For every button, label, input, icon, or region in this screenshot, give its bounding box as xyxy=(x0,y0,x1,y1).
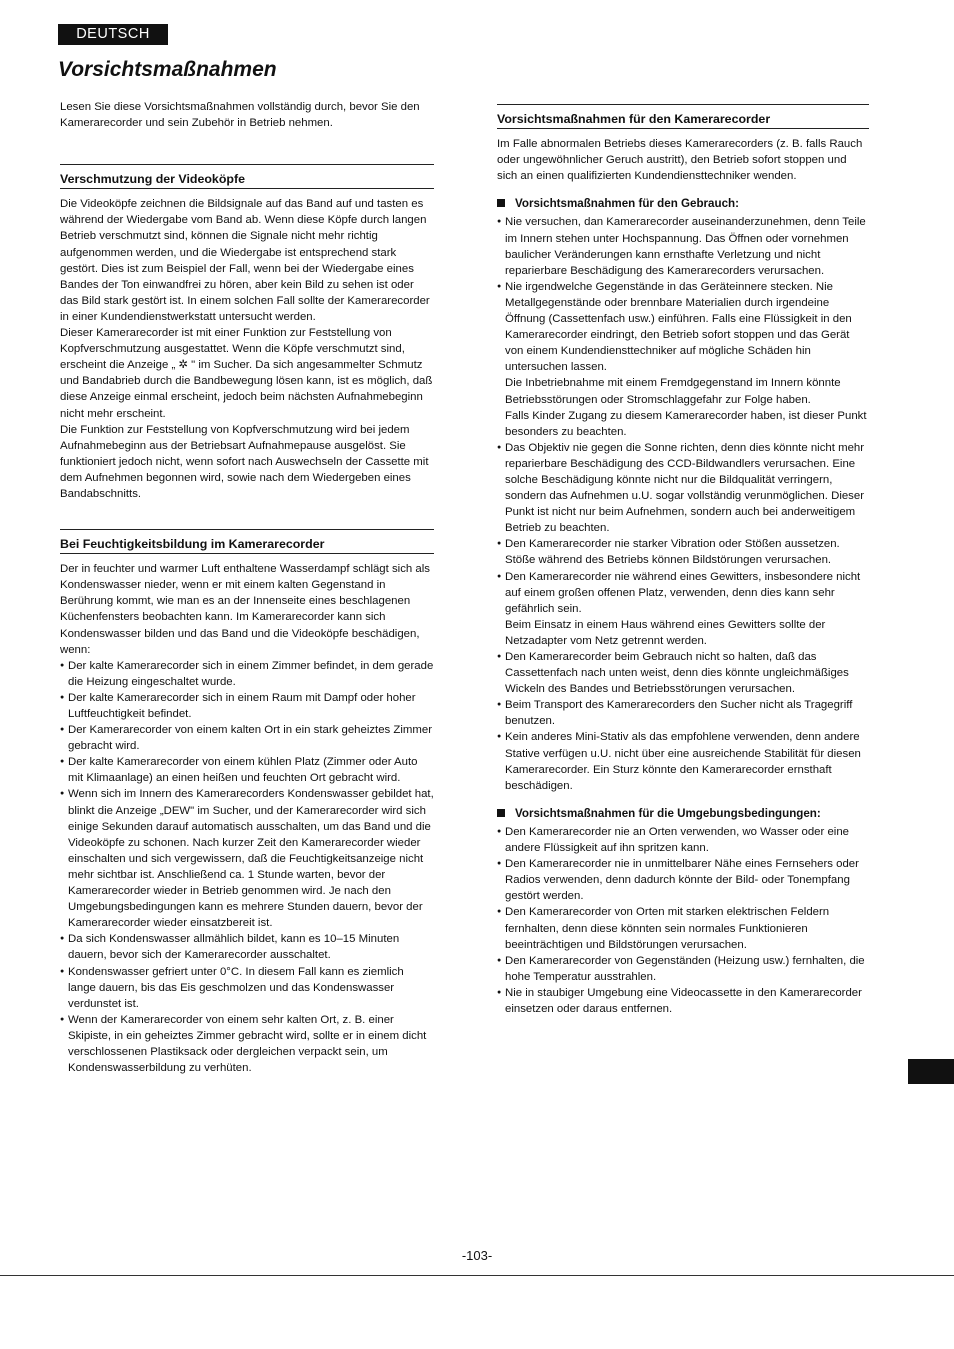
list-item: ● Der Kamerarecorder von einem kalten Ort in ein stark geheiztes Zimmer gebracht wird. xyxy=(60,722,434,754)
list-item: ● Nie versuchen, dan Kamerarecorder auseinanderzunehmen, denn Teile im Innern stehen unter Hochspannung. Das Öffnen oder vornehmen baulicher Veränderungen kann ernsthafte Verletzung und nicht reparierbare Beschädigung des Kamerarecorders verursachen. xyxy=(497,214,869,278)
paragraph: Die Funktion zur Feststellung von Kopfverschmutzung wird bei jedem Aufnahmebeginn aus der Betriebsart Aufnahmepause ausgelöst. Sie funktioniert jedoch nicht, wenn sofort nach Auswechseln der Cassette mit dem Aufnehmen begonnen wird, sowie nach dem Wiedergeben eines Bandabschnitts. xyxy=(60,423,429,500)
section-heading-video-heads: Verschmutzung der Videoköpfe xyxy=(60,164,434,189)
list-item: ● Beim Transport des Kamerarecorders den Sucher nicht als Tragegriff benutzen. xyxy=(497,697,869,729)
list-item-text: Die Inbetriebnahme mit einem Fremdgegenstand im Innern könnte Betriebsstörungen oder Stromschlaggefahr zur Folge haben. xyxy=(505,377,841,406)
list-item: ● Kondenswasser gefriert unter 0°C. In diesem Fall kann es ziemlich lange dauern, bis das Eis geschmolzen und das Kondenswasser verdunstet ist. xyxy=(60,964,434,1012)
subheading-use xyxy=(497,196,869,212)
list-item xyxy=(497,536,869,568)
list-item-text: Falls Kinder Zugang zu diesem Kamerarecorder haben, ist dieser Punkt besonders zu beachten. xyxy=(505,409,867,438)
list-item-text: ● Den Kamerarecorder nie starker Vibration oder Stößen aussetzen. xyxy=(505,538,840,551)
paragraph: Der in feuchter und warmer Luft enthaltene Wasserdampf schlägt sich als Kondenswasser nieder, wenn er mit einem kalten Gegenstand in Berührung kommt, wie man es an der Innenseite eines beschlagenen Küchenfensters beobachten kann. Im Kamerarecorder kann sich Kondenswasser bilden und das Band und die Videoköpfe beschädigen, wenn: xyxy=(60,563,430,656)
list-item xyxy=(497,569,869,649)
list-item: ● Den Kamerarecorder beim Gebrauch nicht so halten, daß das Cassettenfach nach unten weist, denn dies könnte ungleichmäßiges Wickeln des Bandes und Betriebsstörungen verursachen. xyxy=(497,649,869,697)
language-badge: DEUTSCH xyxy=(58,24,168,45)
use-list xyxy=(497,214,869,793)
list-item: ● Der kalte Kamerarecorder von einem kühlen Platz (Zimmer oder Auto mit Klimaanlage) an einen heißen und feuchten Ort gebracht wird. xyxy=(60,754,434,786)
list-item: ● Kein anderes Mini-Stativ als das empfohlene verwenden, denn andere Stative verfügen u.U. nicht über eine ausreichende Stabilität für diesen Kamerarecorder. Ein Sturz könnte den Kamerarecorder ernsthaft beschädigen. xyxy=(497,729,869,793)
paragraph: Die Videoköpfe zeichnen die Bildsignale auf das Band auf und tasten es während der Wiedergabe vom Band ab. Wenn diese Köpfe durch langen Betrieb verschmutzt sind, können die Signale nicht mehr richtig aufgenommen werden, und die Wiedergabe ist entsprechend stark gestört. Dies ist zum Beispiel der Fall, wenn bei der Wiedergabe eines Bandes der Ton einwandfrei zu hören, aber kein Bild zu sehen ist oder das Bild stark gestört ist. In einem solchen Fall sollte der Kamerarecorder in einer Kundendienstwerkstatt untersucht werden. xyxy=(60,198,430,323)
list-item-text: ● Den Kamerarecorder nie während eines Gewitters, insbesondere nicht auf einem großen offenen Platz, verwenden, denn dies kann sehr gefährlich sein. xyxy=(505,570,861,615)
list-item xyxy=(497,279,869,440)
right-column xyxy=(497,104,869,1017)
list-item-text: Stöße während des Betriebs können Bildstörungen verursachen. xyxy=(505,554,832,567)
list-item: ● Der kalte Kamerarecorder sich in einem Zimmer befindet, in dem gerade die Heizung eingeschaltet wurde. xyxy=(60,658,434,690)
list-item: ● Den Kamerarecorder von Gegenständen (Heizung usw.) fernhalten, die hohe Temperatur ausstrahlen. xyxy=(497,953,869,985)
bottom-rule xyxy=(0,1275,954,1276)
square-bullet-icon xyxy=(497,199,505,207)
list-item: ● Da sich Kondenswasser allmählich bildet, kann es 10–15 Minuten dauern, bevor sich der Kamerarecorder ausschaltet. xyxy=(60,931,434,963)
section-heading-camcorder: Vorsichtsmaßnahmen für den Kamerarecorder xyxy=(497,104,869,129)
list-item: ● Den Kamerarecorder nie in unmittelbarer Nähe eines Fernsehers oder Radios verwenden, denn dadurch könnte der Bild- oder Tonempfang gestört werden. xyxy=(497,856,869,904)
condensation-list xyxy=(60,658,434,1076)
square-bullet-icon xyxy=(497,809,505,817)
page-title: Vorsichtsmaßnahmen xyxy=(58,58,277,81)
paragraph: Im Falle abnormalen Betriebs dieses Kamerarecorders (z. B. falls Rauch oder ungewöhnlicher Geruch austritt), den Betrieb sofort stoppen und sich an einen qualifizierten Kundendiensttechniker wenden. xyxy=(497,138,863,183)
intro-paragraph: Lesen Sie diese Vorsichtsmaßnahmen vollständig durch, bevor Sie den Kamerarecorder und sein Zubehör in Betrieb nehmen. xyxy=(60,101,420,130)
list-item: ● Den Kamerarecorder von Orten mit starken elektrischen Feldern fernhalten, denn diese könnten sein normales Funktionieren beeinträchtigen und Bildstörungen verursachen. xyxy=(497,904,869,952)
page-number: -103- xyxy=(461,1248,493,1263)
list-item-text: Beim Einsatz in einem Haus während eines Gewitters sollte der Netzadapter vom Netz getrennt werden. xyxy=(505,618,826,647)
subheading-label: Vorsichtsmaßnahmen für die Umgebungsbedingungen: xyxy=(515,806,821,820)
list-item: ● Das Objektiv nie gegen die Sonne richten, denn dies könnte nicht mehr reparierbare Beschädigung des CCD-Bildwandlers verursachen. Eine solche Beschädigung könnte nicht nur die Bildqualität verringern, sondern das Aufnehmen u.U. sogar vollständig verunmöglichen. Dieser Punkt ist nicht nur beim Aufnehmen, sondern auch bei anderweitigem Betrieb zu beachten. xyxy=(497,440,869,537)
list-item-text: ● Nie irgendwelche Gegenstände in das Geräteinnere stecken. Nie Metallgegenstände oder brennbare Materialien durch irgendeine Öffnung (Cassettenfach usw.) einführen. Falls eine Flüssigkeit in den Kamerarecorder eindringt, den Betrieb sofort stoppen und das Gerät von einem Kundendiensttechniker auf mögliche Schäden hin untersuchen lassen. xyxy=(505,280,852,374)
list-item: ● Den Kamerarecorder nie an Orten verwenden, wo Wasser oder eine andere Flüssigkeit auf ihn spritzen kann. xyxy=(497,824,869,856)
list-item: ● Wenn der Kamerarecorder von einem sehr kalten Ort, z. B. einer Skipiste, in ein geheiztes Zimmer gebracht wird, sollte er in einem dicht verschlossenen Plastiksack oder dergleichen verpackt sein, um Kondenswasserbildung zu verhüten. xyxy=(60,1012,434,1076)
list-item: ● Der kalte Kamerarecorder sich in einem Raum mit Dampf oder hoher Luftfeuchtigkeit befindet. xyxy=(60,690,434,722)
section-heading-condensation: Bei Feuchtigkeitsbildung im Kamerarecorder xyxy=(60,529,434,554)
paragraph: Dieser Kamerarecorder ist mit einer Funktion zur Feststellung von Kopfverschmutzung ausgestattet. Wenn die Köpfe verschmutzt sind, erscheint die Anzeige „ ✲ " im Sucher. Da sich angesammelter Schmutz und Bandabrieb durch die Bandbewegung lösen kann, ist es möglich, daß diese Anzeige einmal erscheint, jedoch beim nächsten Aufnahmebeginn nicht mehr erscheint. xyxy=(60,327,433,420)
subheading-environment xyxy=(497,806,869,822)
edge-index-tab xyxy=(908,1059,954,1084)
environment-list xyxy=(497,824,869,1017)
list-item: ● Wenn sich im Innern des Kamerarecorders Kondenswasser gebildet hat, blinkt die Anzeige „DEW" im Sucher, und der Kamerarecorder wird sich einige Sekunden darauf automatisch ausschalten, um das Band und die Videoköpfe zu schonen. Nach kurzer Zeit den Kamerarecorder wieder einschalten und sich vergewissern, daß die Feuchtigkeitsanzeige nicht mehr sichtbar ist. Anschließend ca. 1 Stunde warten, bevor der Kamerarecorder wieder in Betrieb genommen wird. Je nach den Umgebungsbedingungen kann es mehrere Stunden dauern, bevor der Kamerarecorder wieder einsatzbereit ist. xyxy=(60,786,434,931)
left-column xyxy=(60,99,434,1076)
subheading-label: Vorsichtsmaßnahmen für den Gebrauch: xyxy=(515,197,739,211)
list-item: ● Nie in staubiger Umgebung eine Videocassette in den Kamerarecorder einsetzen oder daraus entfernen. xyxy=(497,985,869,1017)
